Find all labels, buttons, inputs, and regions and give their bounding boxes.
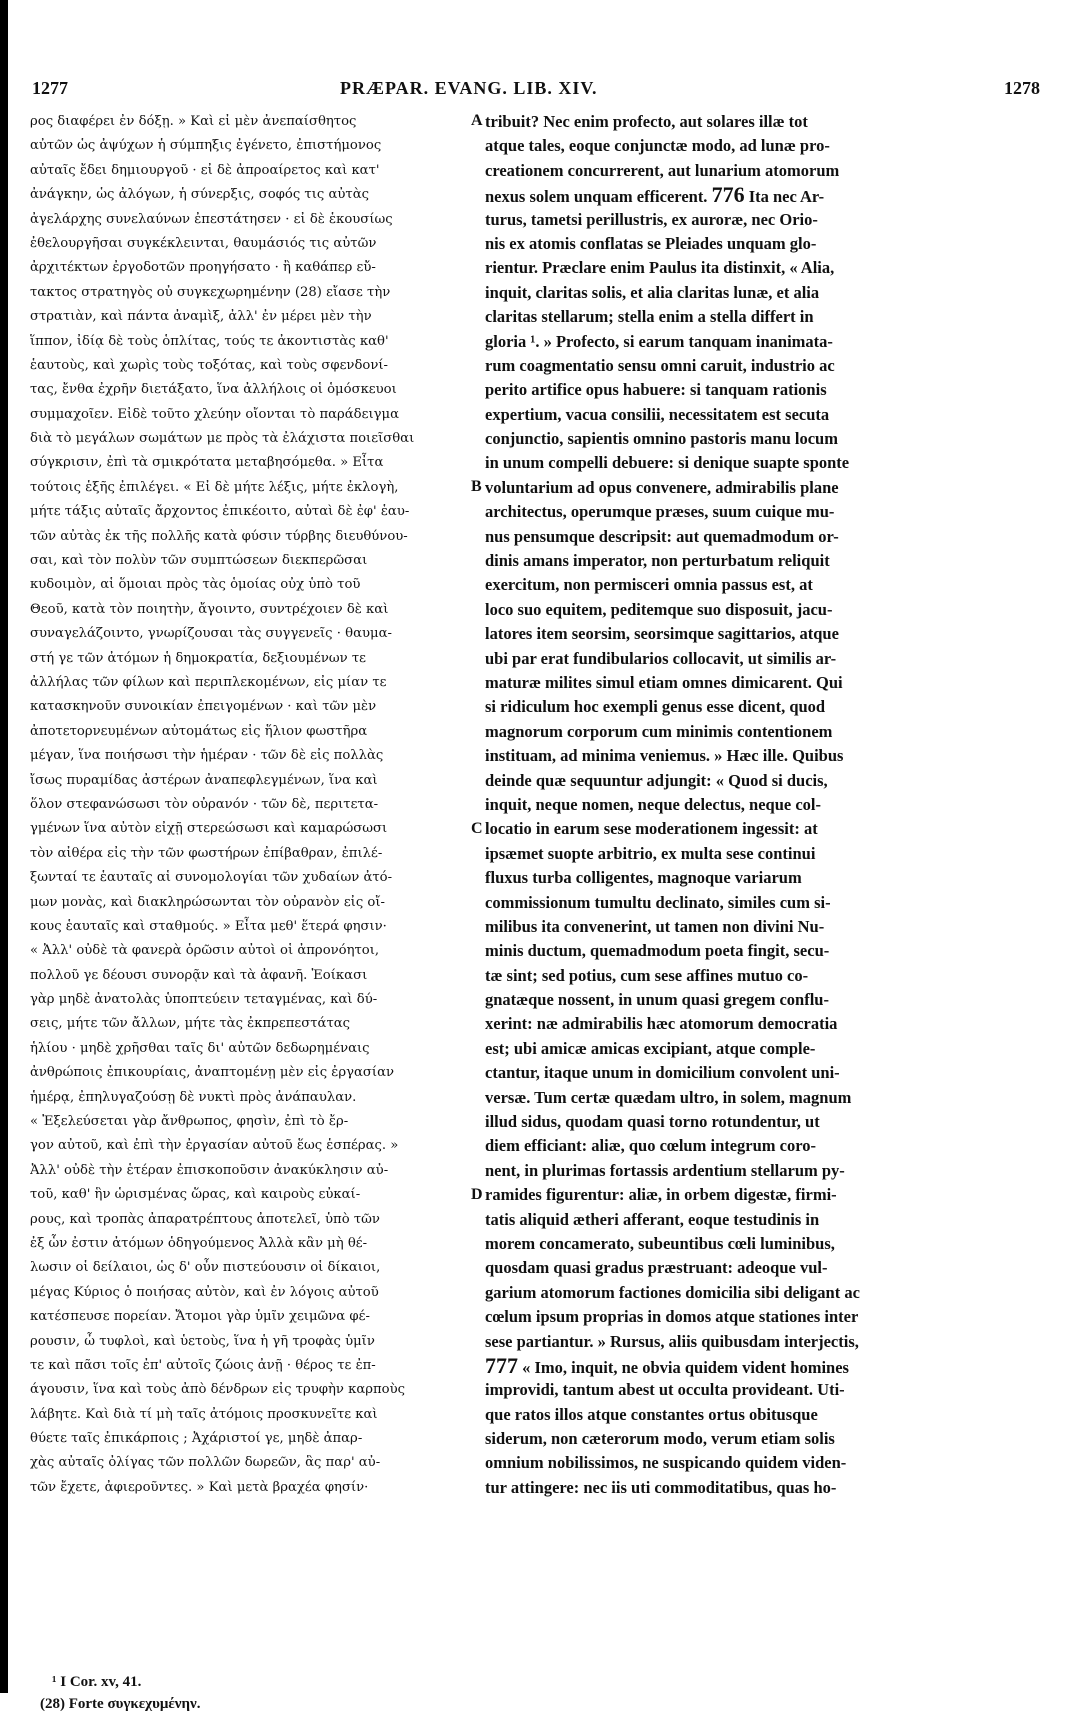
greek-line: τακτος στρατηγὸς οὐ συγκεχωρημένην (28) εἴασε τὴν (30, 284, 391, 300)
right-page-number: 1278 (1004, 78, 1040, 98)
latin-line: xerint: næ admirabilis hæc atomorum democratia (485, 1014, 838, 1034)
left-page-number: 1277 (32, 78, 68, 98)
greek-line: συμμαχοῖεν. Εἰδὲ τοῦτο χλεύην οἴονται τὸ παράδειγμα (30, 406, 399, 422)
greek-line: τὸν αἰθέρα εἰς τὴν τῶν φωστήρων ἐπίβαθραν, ἐπιλέ- (30, 845, 383, 861)
latin-line: milibus ita convenerint, ut tamen non divini Nu- (485, 916, 825, 936)
latin-line: est; ubi amicæ amicas excipiant, atque comple- (485, 1038, 816, 1058)
running-header (30, 78, 1040, 108)
latin-line (485, 183, 1050, 207)
book-page (30, 78, 1065, 1712)
footnote-textual: (28) Forte συγκεχυμένην. (40, 1696, 201, 1712)
latin-line: siderum, non cæterorum modo, verum etiam solis (485, 1429, 835, 1449)
greek-line: σεις, μήτε τῶν ἄλλων, μήτε τὰς ἐκπρεπεστάτας (30, 1016, 351, 1032)
latin-line: dinis amans imperator, non perturbatum reliquit (485, 551, 830, 571)
greek-line: συναγελάζοιντο, γνωρίζουσαι τὰς συγγενεῖς · θαυμα- (30, 626, 392, 642)
latin-line: morem concamerato, subeuntibus cœli luminibus, (485, 1233, 835, 1253)
latin-line: conjunctio, sapientis omnino pastoris manu locum (485, 429, 838, 449)
latin-line: nis ex atomis conflatas se Pleiades unquam glo- (485, 233, 817, 253)
section-number-777: 777 (485, 1353, 518, 1378)
footnotes (30, 1671, 470, 1715)
greek-line: ἀνάγκην, ὡς ἀλόγων, ἡ σύνερξις, σοφός τις αὐτὰς (30, 187, 369, 203)
latin-line: gnatæque nossent, in unum quasi gregem conflu- (485, 990, 829, 1010)
latin-line: tribuit? Nec enim profecto, aut solares illæ tot (485, 112, 808, 131)
latin-line: in unum compelli debuere: si denique suapte sponte (485, 453, 850, 473)
latin-line: illud sidus, quodam quasi torno rotundentur, ut (485, 1112, 820, 1132)
greek-line: ἀποτετορνευμένων αὐτομάτως εἰς ἥλιον φωστῆρα (30, 723, 368, 739)
latin-line: magnorum corporum cum minimis contentionem (485, 721, 833, 741)
latin-line-text: nexus solem unquam efficerent. (485, 187, 708, 207)
greek-line: μέγας Κύριος ὁ ποιήσας αὐτὸν, καὶ ἐν λόγοις αὐτοῦ (30, 1284, 379, 1300)
latin-column (485, 110, 1050, 1500)
margin-letter-b: B (471, 478, 482, 495)
latin-line: rientur. Præclare enim Paulus ita distinxit, « Alia, (485, 258, 835, 278)
latin-line: perito artifice opus habuere: si tanquam rationis (485, 380, 827, 400)
latin-line: si ridiculum hoc exempli genus esse dicent, quod (485, 697, 826, 717)
greek-line: μέγαν, ἵνα ποιήσωσι τὴν ἡμέραν · τῶν δὲ εἰς πολλὰς (30, 748, 384, 764)
greek-line: ἐθελουργῆσαι συγκέκλεινται, θαυμάσιός τις αὐτῶν (30, 235, 377, 251)
latin-line (485, 1354, 1050, 1378)
page-edge-bar (0, 0, 8, 1693)
greek-line: κατέσπευσε πορείαν. Ἄτομοι γὰρ ὑμῖν χειμῶνα φέ- (30, 1309, 370, 1325)
latin-line: exercitum, non permisceri omnia passus est, at (485, 575, 813, 595)
latin-line: quosdam quasi gradus præstruant: adeoque vul- (485, 1258, 828, 1278)
latin-line: que ratos illos atque constantes ortus obitusque (485, 1404, 818, 1424)
latin-line: ctantur, itaque unum in domicilium convolent uni- (485, 1063, 840, 1083)
greek-line: αὐταῖς ἔδει δημιουργοῦ · εἰ δὲ ἀπροαίρετος καὶ κατ' (30, 162, 380, 178)
greek-line: σύγκρισιν, ἐπὶ τὰ σμικρότατα μεταβησόμεθα. » Εἶτα (30, 455, 384, 471)
latin-line: atque tales, eoque conjunctæ modo, ad lunæ pro- (485, 136, 830, 156)
latin-line: nent, in plurimas fortassis ardentium stellarum py- (485, 1160, 845, 1180)
latin-line: tatis aliquid ætheri afferant, eoque testudinis in (485, 1209, 820, 1229)
margin-letter-c: C (471, 819, 483, 837)
greek-line: γμένων ἵνα αὐτὸν εἰχῇ στερεώσωσι καὶ καμαρώσωσι (30, 821, 388, 837)
quote-mark: « (518, 1357, 535, 1377)
latin-line: tur attingere: nec iis uti commoditatibus, quas ho- (485, 1477, 837, 1497)
greek-line: ἡμέρᾳ, ἐπηλυγαζούσῃ δὲ νυκτὶ πρὸς ἀνάπαυλαν. (30, 1089, 357, 1105)
greek-line: κατασκηνοῦν συνοικίαν ἐπειγομένων · καὶ τῶν μὲν (30, 699, 377, 715)
latin-line: minis ductum, quemadmodum poeta fingit, secu- (485, 941, 830, 961)
latin-line: creationem concurrerent, aut lunarium atomorum (485, 160, 840, 180)
greek-line: γον αὐτοῦ, καὶ ἐπὶ τὴν ἐργασίαν αὐτοῦ ἕως ἑσπέρας. » (30, 1138, 399, 1154)
latin-line: expertium, vacua consilii, necessitatem est secuta (485, 404, 830, 424)
latin-line: ipsæmet suopte arbitrio, ex multa sese continui (485, 843, 816, 863)
footnote-scripture: ¹ I Cor. xv, 41. (52, 1674, 142, 1690)
greek-line: γὰρ μηδὲ ἀνατολὰς ὑποπτεύειν τεταγμένας, καὶ δύ- (30, 992, 378, 1008)
greek-line: τῶν αὐτὰς ἐκ τῆς πολλῆς κατὰ φύσιν τύρβης διευθύνου- (30, 528, 408, 544)
latin-line: gloria ¹. » Profecto, si earum tanquam inanimata- (485, 331, 833, 351)
greek-line: ξωνταί τε ἑαυταῖς αἱ συνομολογίαι τῶν χυδαίων ἀτό- (30, 870, 393, 886)
greek-line: τῶν ἔχετε, ἀφιεροῦντες. » Καὶ μετὰ βραχέα φησίν· (30, 1479, 369, 1495)
greek-line: ἡλίου · μηδὲ χρῆσθαι ταῖς δι' αὐτῶν δεδωρημέναις (30, 1040, 370, 1056)
greek-line: ρουσιν, ὦ τυφλοὶ, καὶ ὑετοὺς, ἵνα ἡ γῆ τροφὰς ὑμῖν (30, 1333, 375, 1349)
greek-line: ρους, καὶ τροπὰς ἀπαρατρέπτους ἀποτελεῖ, ὑπὸ τῶν (30, 1211, 380, 1227)
latin-line: latores item seorsim, seorsimque sagittarios, atque (485, 624, 839, 644)
latin-line: voluntarium ad opus convenere, admirabilis plane (485, 477, 839, 497)
greek-line: στή γε τῶν ἀτόμων ἡ δημοκρατία, δεξιουμένων τε (30, 650, 366, 666)
latin-line: improvidi, tantum abest ut occulta provideant. Uti- (485, 1380, 845, 1400)
greek-line: ἵππον, ἰδίᾳ δὲ τοὺς ὁπλίτας, τούς τε ἀκοντιστὰς καθ' (30, 333, 389, 349)
latin-line: ubi par erat fundibularios collocavit, ut similis ar- (485, 648, 837, 668)
margin-letter-a: A (471, 112, 483, 129)
latin-line: tæ sint; sed potius, cum sese affines mutuo co- (485, 965, 809, 985)
latin-line: diem efficiant: aliæ, quo cœlum integrum coro- (485, 1136, 817, 1156)
latin-line: ramides figurentur: aliæ, in orbem digestæ, firmi- (485, 1185, 837, 1205)
greek-line: λάβητε. Καὶ διὰ τί μὴ ταῖς ἀτόμοις προσκυνεῖτε καὶ (30, 1406, 378, 1422)
latin-line: inquit, neque nomen, neque delectus, neque col- (485, 794, 821, 814)
latin-line: turus, tametsi perillustris, ex auroræ, nec Orio- (485, 209, 818, 229)
running-title: PRÆPAR. EVANG. LIB. XIV. (340, 78, 598, 98)
greek-line: τούτοις ἑξῆς ἐπιλέγει. « Εἰ δὲ μήτε λέξις, μήτε ἐκλογὴ, (30, 479, 399, 495)
latin-line: nus pensumque descripsit: aut quemadmodum or- (485, 526, 839, 546)
greek-line: « Ἀλλ' οὐδὲ τὰ φανερὰ ὁρῶσιν αὐτοὶ οἱ ἀπρονόητοι, (30, 943, 380, 959)
section-number-776: 776 (711, 183, 745, 208)
greek-line: μων μονὰς, καὶ διακληρώσωνται τὸν οὐρανὸν εἰς οἴ- (30, 894, 385, 910)
greek-line: στρατιὰν, καὶ πάντα ἀναμὶξ, ἀλλ' ἐν μέρει μὲν τὴν (30, 309, 372, 325)
greek-line: Θεοῦ, κατὰ τὸν ποιητὴν, ἄγοιντο, συντρέχοιεν δὲ καὶ (30, 601, 389, 617)
latin-line-text: Imo, inquit, ne obvia quidem vident homines (534, 1357, 849, 1377)
greek-column (30, 110, 470, 1500)
greek-line: κυδοιμὸν, αἱ ὅμοιαι πρὸς τὰς ὁμοίας οὐχ ὑπὸ τοῦ (30, 577, 361, 593)
greek-line: διὰ τὸ μεγάλων σωμάτων με πρὸς τὰ ἐλάχιστα ποιεῖσθαι (30, 431, 415, 447)
latin-line-text: Ita nec Ar- (744, 187, 825, 207)
greek-line: ἀγελάρχης συνελαύνων ἐπεστάτησεν · εἰ δὲ ἑκουσίως (30, 211, 393, 227)
greek-line: Ἀλλ' οὐδὲ τὴν ἑτέραν ἐπισκοποῦσιν ἀνακύκλησιν αὐ- (30, 1162, 389, 1178)
greek-line: σαι, καὶ τὸν πολὺν τῶν συμπτώσεων διεκπερῶσαι (30, 553, 368, 569)
greek-line: ἀρχιτέκτων ἐργοδοτῶν προηγήσατο · ἢ καθάπερ εὔ- (30, 260, 376, 276)
greek-line: « Ἐξελεύσεται γὰρ ἄνθρωπος, φησὶν, ἐπὶ τὸ ἔρ- (30, 1114, 349, 1130)
greek-line: ὅλον στεφανώσωσι τὸν οὐρανόν · τῶν δὲ, περιτετα- (30, 796, 379, 812)
latin-line: cœlum ipsum proprias in domos atque stationes inter (485, 1307, 859, 1327)
latin-line: fluxus turba colligentes, magnoque variarum (485, 868, 802, 888)
greek-line: ἀνθρώποις ἐπικουρίαις, ἀναπτομένῃ μὲν εἰς ἐργασίαν (30, 1065, 394, 1081)
greek-line: πολλοῦ γε δέουσι συνορᾷν καὶ τὰ ἀφανῆ. Ἐοίκασι (30, 967, 368, 983)
latin-line: omnium nobilissimos, ne suspicando quidem viden- (485, 1453, 847, 1473)
greek-line: ἴσως πυραμίδας ἀστέρων ἀναπεφλεγμένων, ἵνα καὶ (30, 772, 378, 788)
greek-line: τοῦ, καθ' ἣν ὡρισμένας ὥρας, καὶ καιροὺς εὐκαί- (30, 1187, 361, 1203)
greek-line: λωσιν οἱ δείλαιοι, ὡς δ' οὖν πιστεύουσιν οἱ δίκαιοι, (30, 1260, 381, 1276)
latin-line: garium atomorum factiones domicilia sibi deligant ac (485, 1282, 860, 1302)
greek-line: μήτε τάξις αὐταῖς ἄρχοντος ἐπικέοιτο, αὐταὶ δὲ ἐφ' ἑαυ- (30, 504, 410, 520)
latin-line: rum coagmentatio sensu omni caruit, industrio ac (485, 355, 835, 375)
latin-line: locatio in earum sese moderationem ingessit: at (485, 819, 818, 839)
latin-line: inquit, claritas solis, et alia claritas lunæ, et alia (485, 282, 820, 302)
greek-line: ἀλλήλας τῶν φίλων καὶ περιπλεκομένων, εἰς μίαν τε (30, 674, 387, 690)
latin-line: versæ. Tum certæ quædam ultro, in solem, magnum (485, 1087, 852, 1107)
greek-line: θύετε ταῖς ἐπικάρποις ; Ἀχάριστοί γε, μηδὲ ἀπαρ- (30, 1431, 363, 1447)
latin-line: architectus, operumque præses, suum cuique mu- (485, 502, 835, 522)
greek-line: ρος διαφέρει ἐν δόξῃ. » Καὶ εἰ μὲν ἀνεπαίσθητος (30, 114, 357, 129)
latin-line: deinde quæ sequuntur adjungit: « Quod si ducis, (485, 770, 828, 790)
greek-line: τας, ἔνθα ἐχρῆν διετάξατο, ἵνα ἀλλήλοις οἱ ὁμόσκευοι (30, 382, 397, 398)
greek-line: αὐτῶν ὡς ἀψύχων ἡ σύμπηξις ἐγένετο, ἐπιστήμονος (30, 138, 382, 154)
latin-line: maturæ milites simul etiam omnes dimicarent. Qui (485, 672, 843, 692)
latin-line: instituam, ad minima veniemus. » Hæc ille. Quibus (485, 746, 844, 766)
greek-line: τε καὶ πᾶσι τοῖς ἐπ' αὐτοῖς ζώοις ἀνῇ · θέρος τε ἐπ- (30, 1357, 376, 1373)
latin-line: claritas stellarum; stella enim a stella differt in (485, 307, 814, 327)
greek-line: κους ἑαυταῖς καὶ σταθμούς. » Εἶτα μεθ' ἕτερά φησιν· (30, 918, 387, 934)
greek-line: άγουσιν, ἵνα καὶ τοὺς ἀπὸ δένδρων εἰς τρυφὴν καρποὺς (30, 1382, 405, 1398)
greek-line: ἑαυτοὺς, καὶ χωρὶς τοὺς τοξότας, καὶ τοὺς σφενδονί- (30, 357, 388, 373)
latin-line: sese partiantur. » Rursus, aliis quibusdam interjectis, (485, 1331, 859, 1351)
greek-line: χὰς αὐταῖς ὀλίγας τῶν πολλῶν δωρεῶν, ἃς παρ' αὐ- (30, 1455, 381, 1471)
margin-letter-d: D (471, 1185, 483, 1203)
latin-line: loco suo equitem, peditemque suo disposuit, jacu- (485, 599, 833, 619)
latin-line: commissionum tumultu declinato, similes cum si- (485, 892, 831, 912)
greek-line: ἐξ ὧν ἐστιν ἀτόμων ὁδηγούμενος Ἀλλὰ κἂν μὴ θέ- (30, 1235, 368, 1251)
